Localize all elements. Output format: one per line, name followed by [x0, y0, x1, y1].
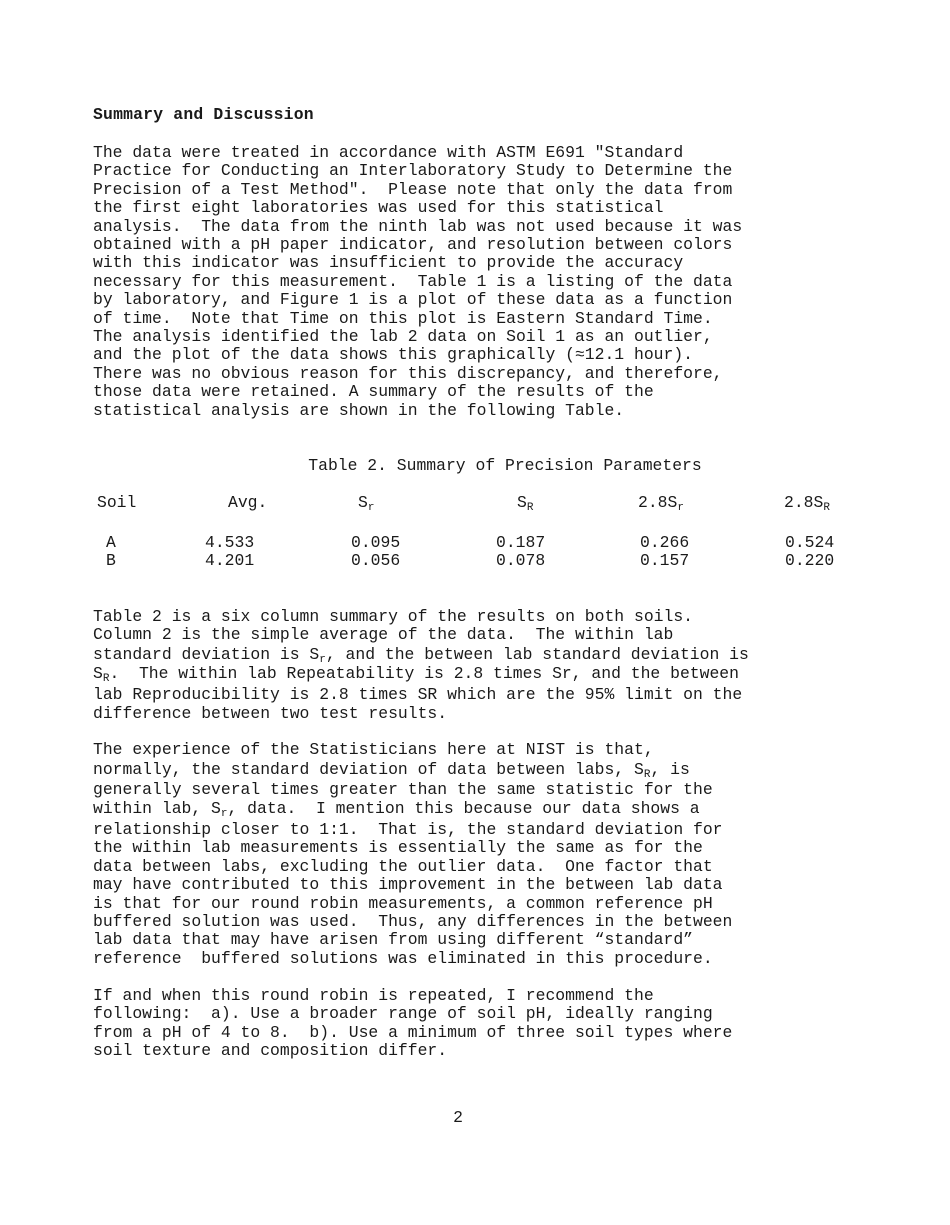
text-line: generally several times greater than the same statistic for the — [93, 780, 713, 799]
text-line: Column 2 is the simple average of the data. The within lab — [93, 625, 674, 645]
text-line: following: a). Use a broader range of soil pH, ideally ranging — [93, 1004, 713, 1024]
col-header-sr: $S_r$ — [358, 493, 375, 514]
page-number: 2 — [453, 1108, 463, 1127]
text-line: $S_R$. The within lab Repeatability is 2.8 times Sr, and the between — [93, 664, 739, 685]
table-caption: Table 2. Summary of Precision Parameters — [308, 456, 702, 475]
text-line: within lab, $S_r$, data. I mention this because our data shows a — [93, 798, 700, 820]
text-line: If and when this round robin is repeated, I recommend the — [93, 986, 654, 1005]
section-heading: Summary and Discussion — [93, 105, 314, 124]
text-line: and the plot of the data shows this graphically (≈12.1 hour). — [93, 345, 693, 365]
text-line: of time. Note that Time on this plot is Eastern Standard Time. — [93, 308, 713, 328]
text-line: The data were treated in accordance with ASTM E691 "Standard — [93, 143, 684, 162]
cell-avg: 4.533 — [205, 533, 255, 552]
cell-2-8sR: 0.524 — [785, 533, 835, 552]
text-line: by laboratory, and Figure 1 is a plot of these data as a function — [93, 290, 733, 310]
text-line: There was no obvious reason for this discrepancy, and therefore, — [93, 363, 723, 383]
text-line: the first eight laboratories was used for this statistical — [93, 198, 664, 218]
cell-avg: 4.201 — [205, 551, 255, 571]
text-line: difference between two test results. — [93, 704, 448, 723]
text-line: standard deviation is $S_r$, and the between lab standard deviation is — [93, 644, 749, 666]
text-line: The analysis identified the lab 2 data on Soil 1 as an outlier, — [93, 327, 713, 346]
col-header-2-8sR: $2.8S_R$ — [784, 493, 830, 514]
cell-2-8sr: 0.266 — [640, 533, 690, 552]
text-line: reference buffered solutions was eliminated in this procedure. — [93, 948, 713, 968]
text-line: statistical analysis are shown in the following Table. — [93, 400, 625, 420]
cell-2-8sr: 0.157 — [640, 551, 690, 571]
text-line: Practice for Conducting an Interlaboratory Study to Determine the — [93, 161, 733, 181]
col-header-2-8sr: $2.8S_r$ — [638, 493, 684, 514]
cell-2-8sR: 0.220 — [785, 551, 835, 571]
text-line: necessary for this measurement. Table 1 is a listing of the data — [93, 271, 733, 291]
col-header-sR: $S_R$ — [517, 493, 534, 514]
cell-sr: 0.095 — [351, 533, 401, 552]
text-line: may have contributed to this improvement in the between lab data — [93, 875, 723, 895]
text-line: The experience of the Statisticians here at NIST is that, — [93, 740, 654, 759]
cell-soil: B — [106, 551, 116, 571]
cell-sR: 0.078 — [496, 551, 546, 571]
text-line: lab data that may have arisen from using different “standard” — [93, 930, 693, 950]
text-line: lab Reproducibility is 2.8 times SR which are the 95% limit on the — [93, 685, 743, 704]
cell-sr: 0.056 — [351, 551, 401, 571]
col-header-avg: Avg. — [228, 493, 268, 512]
text-line: those data were retained. A summary of the results of the — [93, 382, 654, 402]
text-line: analysis. The data from the ninth lab was not used because it was — [93, 216, 743, 236]
text-line: Table 2 is a six column summary of the results on both soils. — [93, 607, 693, 626]
text-line: data between labs, excluding the outlier data. One factor that — [93, 856, 713, 876]
col-header-soil: Soil — [97, 493, 137, 512]
text-line: is that for our round robin measurements, a common reference pH — [93, 893, 713, 913]
text-line: normally, the standard deviation of data between labs, $S_R$, is — [93, 759, 690, 781]
cell-sR: 0.187 — [496, 533, 546, 552]
text-line: Precision of a Test Method". Please note that only the data from — [93, 179, 733, 199]
text-line: the within lab measurements is essentially the same as for the — [93, 838, 703, 858]
text-line: relationship closer to 1:1. That is, the standard deviation for — [93, 820, 723, 839]
text-line: buffered solution was used. Thus, any differences in the between — [93, 912, 733, 931]
cell-soil: A — [106, 533, 116, 552]
text-line: obtained with a pH paper indicator, and resolution between colors — [93, 235, 733, 254]
text-line: from a pH of 4 to 8. b). Use a minimum of three soil types where — [93, 1022, 733, 1042]
text-line: soil texture and composition differ. — [93, 1041, 448, 1061]
text-line: with this indicator was insufficient to provide the accuracy — [93, 253, 684, 273]
